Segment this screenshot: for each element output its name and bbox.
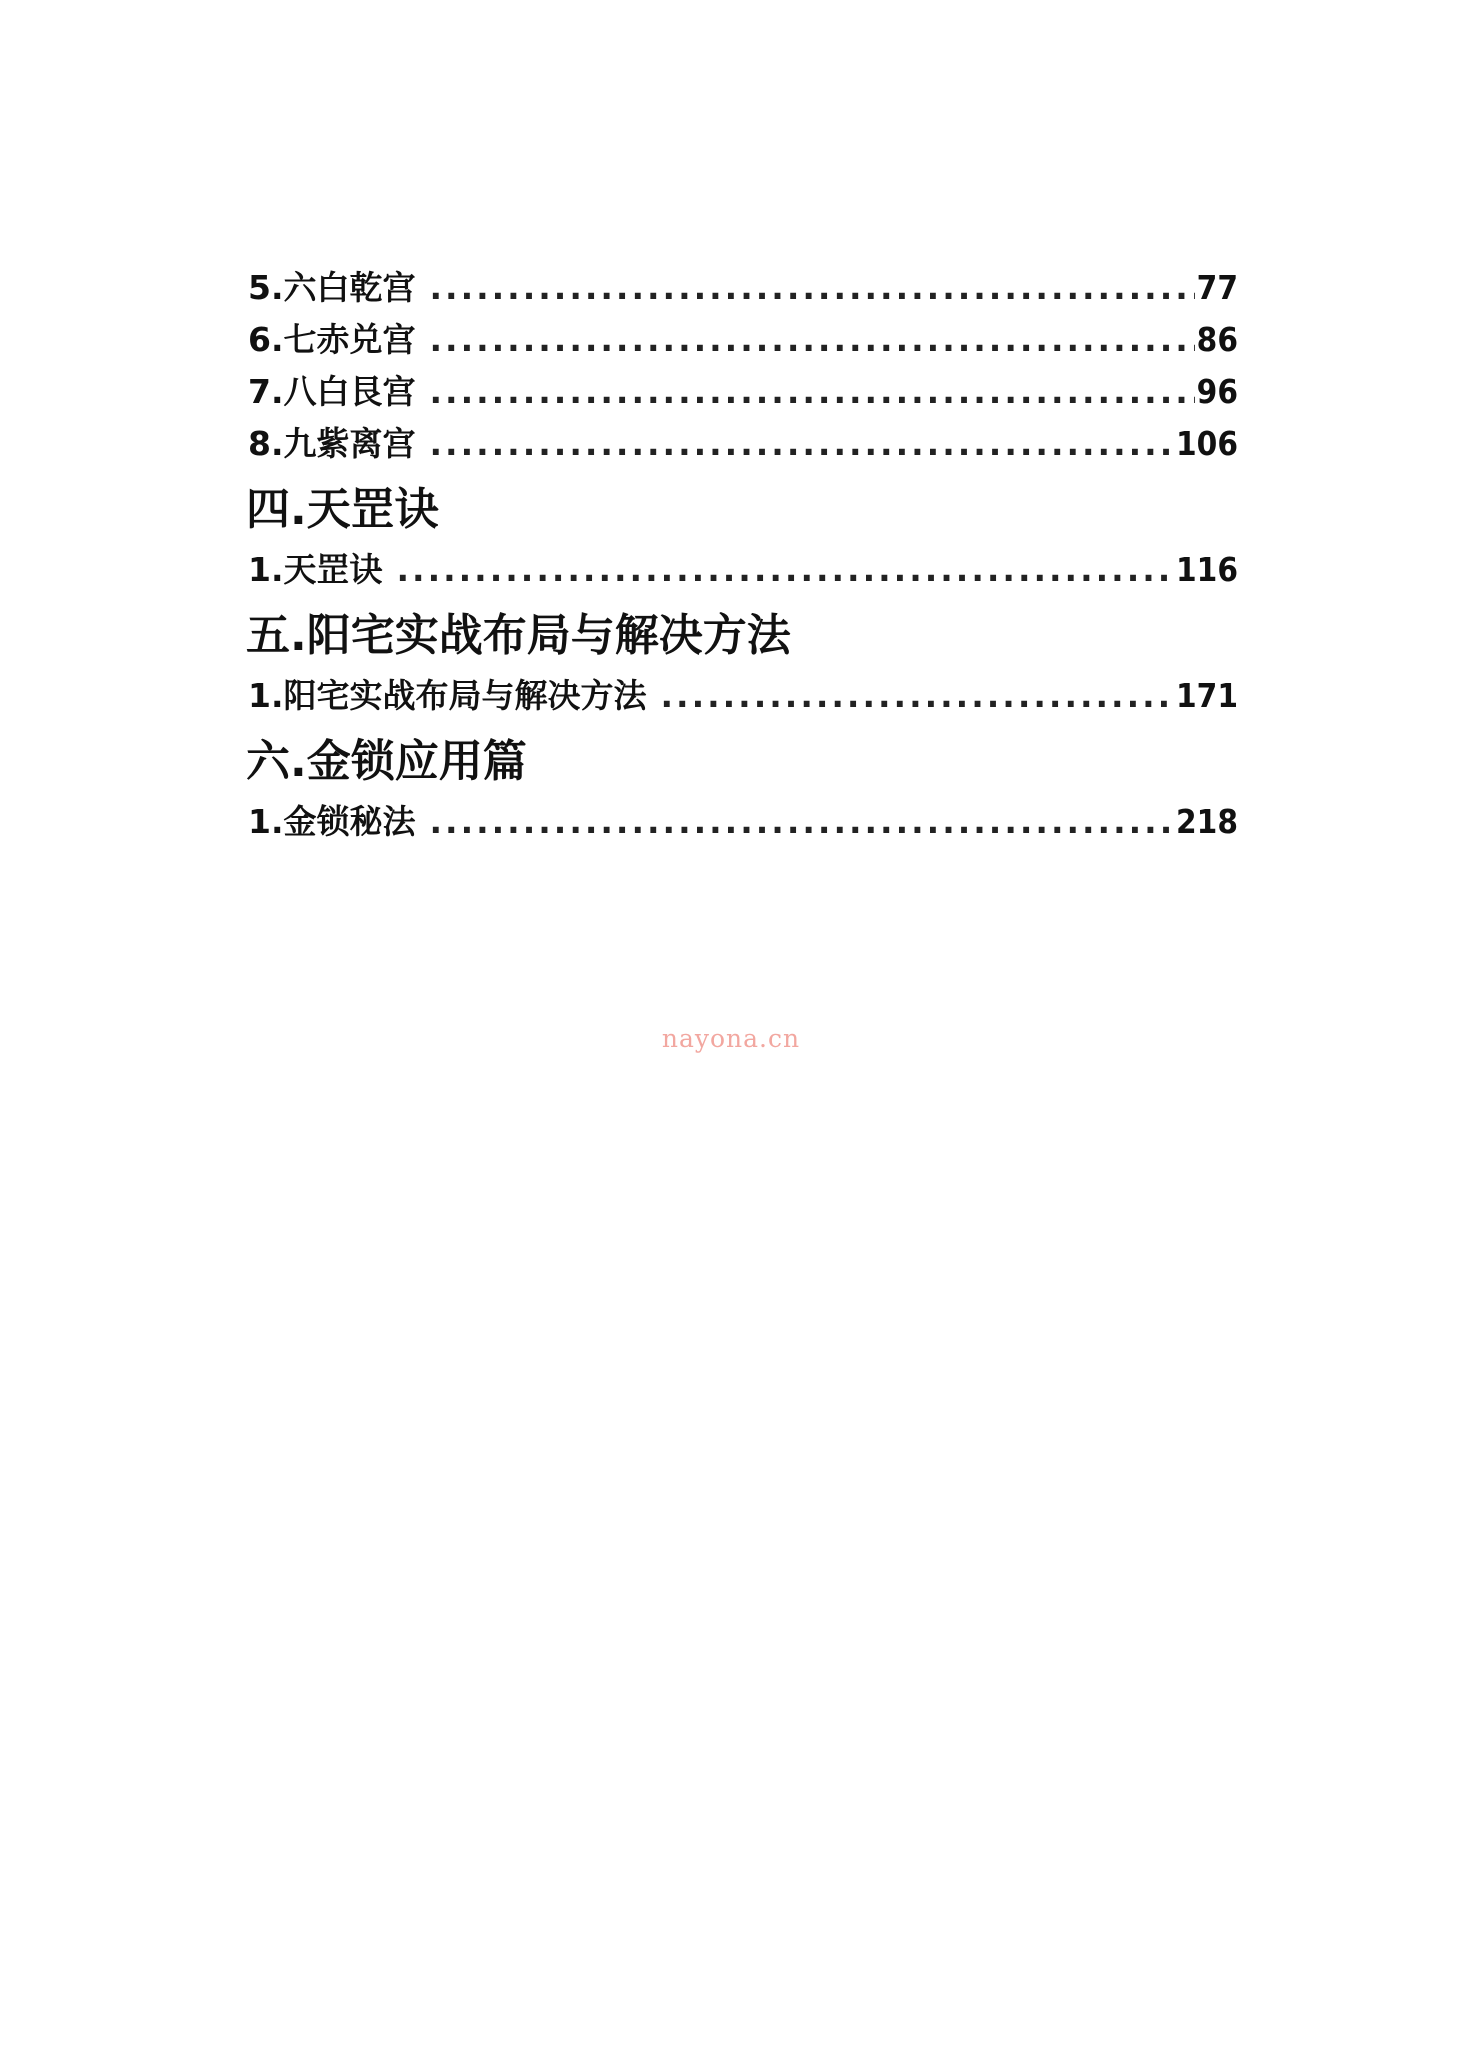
toc-entry-page: 218 <box>1176 802 1238 841</box>
watermark-text: nayona.cn <box>661 1024 801 1053</box>
section-heading-yangzhai[interactable]: 五.阳宅实战布局与解决方法 <box>246 610 791 661</box>
dot-leader <box>430 262 1195 314</box>
toc-entry-page: 116 <box>1176 550 1238 589</box>
toc-entry-page: 106 <box>1176 424 1238 463</box>
dot-leader <box>430 366 1195 418</box>
toc-entry-yangzhai-buju[interactable] <box>248 670 1238 722</box>
toc-entry-title: 5.六白乾宫 <box>248 268 416 307</box>
toc-entry-page: 86 <box>1196 320 1238 359</box>
section-heading-jinsuo[interactable]: 六.金锁应用篇 <box>246 736 527 787</box>
toc-entry-babai-gengong[interactable] <box>248 366 1238 418</box>
toc-entry-jinsuo-mifa[interactable] <box>248 796 1238 848</box>
toc-entry-qichi-duigong[interactable] <box>248 314 1238 366</box>
toc-entry-title: 1.天罡诀 <box>248 550 383 589</box>
toc-entry-title: 1.金锁秘法 <box>248 802 416 841</box>
toc-entry-jiuzi-ligong[interactable] <box>248 418 1238 470</box>
toc-entry-liubai-qiangong[interactable] <box>248 262 1238 314</box>
dot-leader <box>430 314 1195 366</box>
toc-entry-page: 77 <box>1196 268 1238 307</box>
dot-leader <box>430 418 1175 470</box>
toc-entry-title: 8.九紫离宫 <box>248 424 416 463</box>
table-of-contents <box>248 262 1238 848</box>
dot-leader <box>661 670 1175 722</box>
dot-leader <box>430 796 1175 848</box>
toc-entry-tiangangjue[interactable] <box>248 544 1238 596</box>
toc-entry-page: 96 <box>1196 372 1238 411</box>
section-heading-tiangang[interactable]: 四.天罡诀 <box>246 484 439 535</box>
toc-entry-title: 1.阳宅实战布局与解决方法 <box>248 676 647 715</box>
toc-entry-title: 6.七赤兑宫 <box>248 320 416 359</box>
toc-entry-page: 171 <box>1176 676 1238 715</box>
dot-leader <box>397 544 1175 596</box>
toc-entry-title: 7.八白艮宫 <box>248 372 416 411</box>
